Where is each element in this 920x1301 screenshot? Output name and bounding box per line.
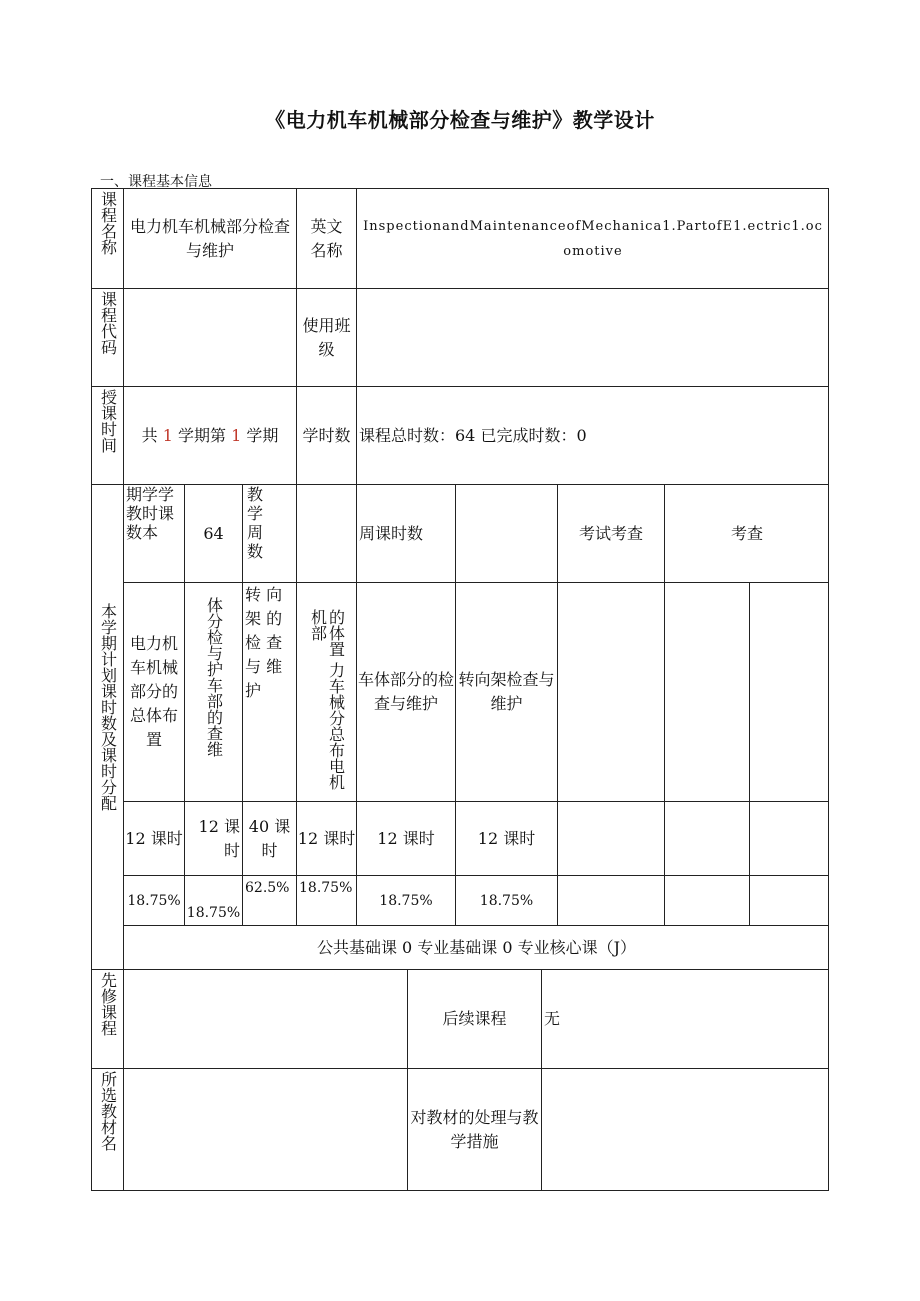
empty-cell [664,875,749,925]
hours-5: 12 课时 [356,801,455,875]
module-5: 车体部分的检查与维护 [356,582,455,801]
course-type: 公共基础课 0 专业基础课 0 专业核心课（J） [123,925,829,969]
hours-value: 课程总时数：64 已完成时数：0 [356,386,829,484]
followup-value: 无 [541,969,829,1068]
hours-1: 12 课时 [123,801,184,875]
empty-cell [749,875,829,925]
module-6: 转向架检查与维护 [455,582,557,801]
pct-2: 18.75% [184,875,242,925]
label-followup: 后续课程 [407,969,541,1068]
label-course-name: 课程名称 [91,188,123,288]
pct-3: 62.5% [242,875,296,925]
hours-3: 40 课时 [242,801,296,875]
empty-cell [664,801,749,875]
course-code-value [123,288,296,386]
label-weekly-hours: 周课时数 [356,484,455,582]
label-prereq: 先修课程 [91,969,123,1068]
course-name-value: 电力机车机械部分检查与维护 [123,188,296,288]
label-hours: 学时数 [296,386,356,484]
module-2: 体分检与护车部的查维 [184,582,242,801]
label-class-used: 使用班级 [296,288,356,386]
label-semester-hours: 期学学教时课数本 [123,484,184,582]
pct-6: 18.75% [455,875,557,925]
empty-cell [557,801,664,875]
prereq-value [123,969,407,1068]
class-used-value [356,288,829,386]
empty-cell [557,582,664,801]
page-title: 《电力机车机械部分检查与维护》教学设计 [265,108,655,132]
textbook-treatment-value [541,1068,829,1191]
pct-5: 18.75% [356,875,455,925]
module-4: 的体置 力车械分总布电机机部 [296,582,356,801]
teaching-weeks-value [296,484,356,582]
semester-hours-value: 64 [184,484,242,582]
empty-cell [557,875,664,925]
module-3: 转 向架 的检 查与 维护 [242,582,296,801]
weekly-hours-value [455,484,557,582]
section-heading: 一、课程基本信息 [100,174,212,190]
label-teaching-weeks: 教学周数 [242,484,296,582]
empty-cell [664,582,749,801]
label-teaching-time: 授课时间 [91,386,123,484]
label-semester-plan: 本学期计划课时数及课时分配 [91,484,123,969]
label-exam: 考试考查 [557,484,664,582]
label-course-code: 课程代码 [91,288,123,386]
teaching-time-value: 共 1 学期第 1 学期 [123,386,296,484]
pct-1: 18.75% [123,875,184,925]
empty-cell [749,582,829,801]
label-textbook: 所选教材名 [91,1068,123,1191]
english-name-value: InspectionandMaintenanceofMechanica1.PartofE1.ectric1.ocomotive [356,188,829,288]
label-english-name: 英文名称 [296,188,356,288]
textbook-value [123,1068,407,1191]
module-1: 电力机车机械部分的总体布置 [123,582,184,801]
hours-6: 12 课时 [455,801,557,875]
exam-type-value: 考查 [664,484,829,582]
pct-4: 18.75% [296,875,356,925]
empty-cell [749,801,829,875]
label-textbook-treatment: 对教材的处理与教学措施 [407,1068,541,1191]
hours-2: 12 课时 [184,801,242,875]
hours-4: 12 课时 [296,801,356,875]
